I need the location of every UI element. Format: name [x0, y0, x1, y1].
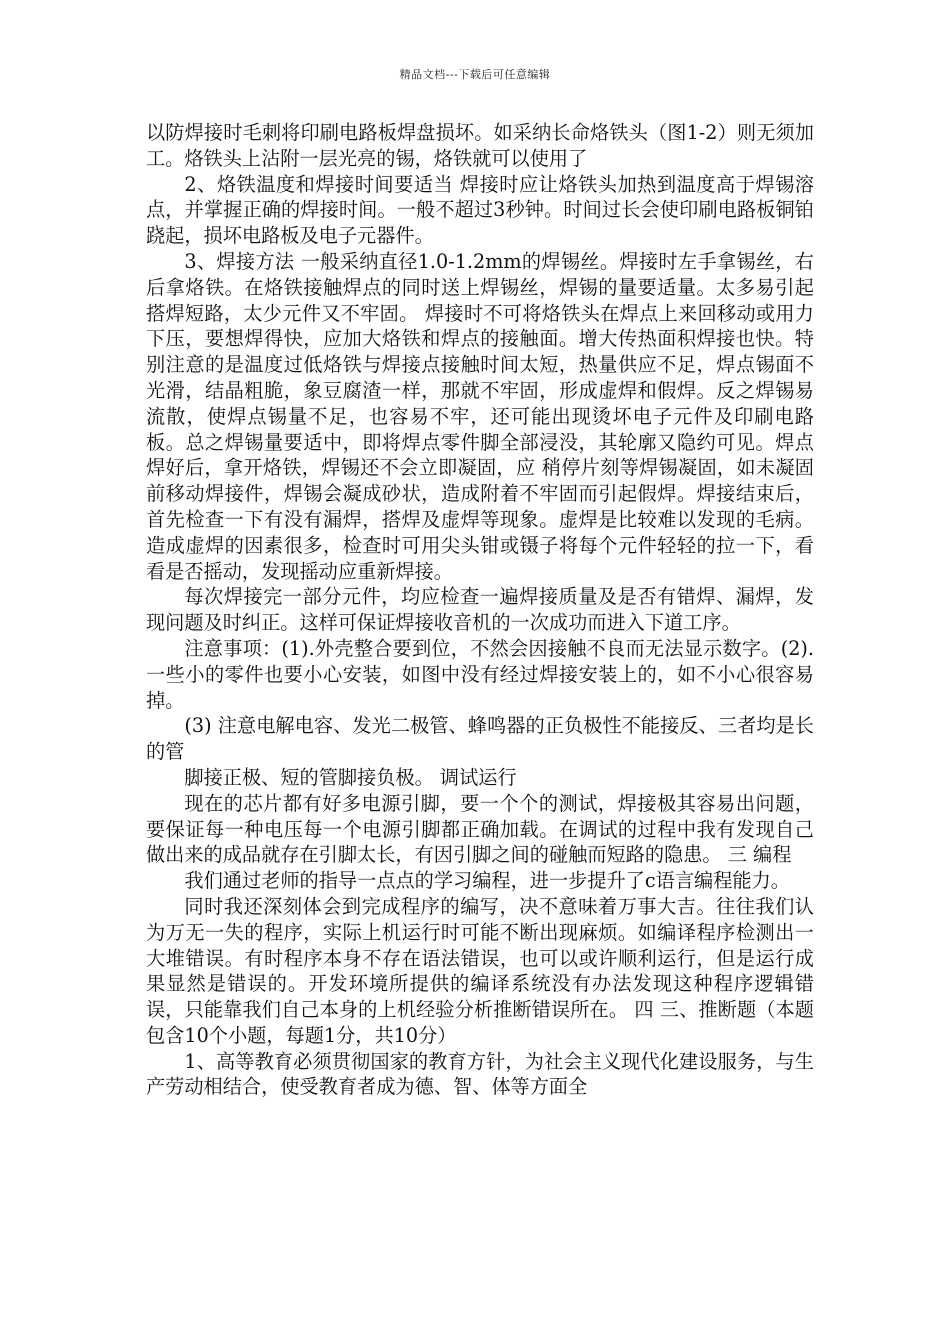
page-header: 精品文档---下载后可任意编辑	[399, 68, 551, 81]
paragraph-7: 脚接正极、短的管脚接负极。 调试运行	[184, 765, 517, 789]
paragraph-10: 同时我还深刻体会到完成程序的编写，决不意味着万事大吉。往往我们认为万无一失的程序，实际上机运行时可能不断出现麻烦。如编译程序检测出一大堆错误。有时程序本身不存在语法错误，也可以或许顺利运行，但是运行成果显然是错误的。开发环境所提供的编译系统没有办法发现这种程序逻辑错误，只能靠我们自己本身的上机经验分析推断错误所在。 四 三、推断题（本题包含10个小题，每题1分，共10分）	[146, 894, 814, 1047]
paragraph-9: 我们通过老师的指导一点点的学习编程，进一步提升了c语言编程能力。	[184, 869, 790, 893]
paragraph-6: (3) 注意电解电容、发光二极管、蜂鸣器的正负极性不能接反、三者均是长的管	[146, 714, 814, 764]
paragraph-11: 1、高等教育必须贯彻国家的教育方针，为社会主义现代化建设服务，与生产劳动相结合，使受教育者成为德、智、体等方面全	[146, 1049, 814, 1099]
document-body	[146, 120, 814, 1100]
paragraph-8: 现在的芯片都有好多电源引脚，要一个个的测试，焊接极其容易出问题，要保证每一种电压每一个电源引脚都正确加载。在调试的过程中我有发现自己做出来的成品就存在引脚太长，有因引脚之间的碰触而短路的隐患。 三 编程	[146, 791, 814, 867]
paragraph-3: 3、焊接方法 一般采纳直径1.0-1.2mm的焊锡丝。焊接时左手拿锡丝，右后拿烙铁。在烙铁接触焊点的同时送上焊锡丝，焊锡的量要适量。太多易引起搭焊短路，太少元件又不牢固。 焊接时不可将烙铁头在焊点上来回移动或用力下压，要想焊得快，应加大烙铁和焊点的接触面。增大传热面积焊接也快。特别注意的是温度过低烙铁与焊接点接触时间太短，热量供应不足，焊点锡面不光滑，结晶粗脆，象豆腐渣一样，那就不牢固，形成虚焊和假焊。反之焊锡易流散，使焊点锡量不足，也容易不牢，还可能出现烫坏电子元件及印刷电路板。总之焊锡量要适中，即将焊点零件脚全部浸没，其轮廓又隐约可见。焊点焊好后，拿开烙铁，焊锡还不会立即凝固，应 稍停片刻等焊锡凝固，如未凝固前移动焊接件，焊锡会凝成砂状，造成附着不牢固而引起假焊。焊接结束后，首先检查一下有没有漏焊，搭焊及虚焊等现象。虚焊是比较难以发现的毛病。造成虚焊的因素很多，检查时可用尖头钳或镊子将每个元件轻轻的拉一下，看看是否摇动，发现摇动应重新焊接。	[146, 249, 814, 583]
paragraph-2: 2、烙铁温度和焊接时间要适当 焊接时应让烙铁头加热到温度高于焊锡溶点，并掌握正确的焊接时间。一般不超过3秒钟。时间过长会使印刷电路板铜铂跷起，损坏电路板及电子元器件。	[146, 172, 814, 248]
paragraph-1: 以防焊接时毛刺将印刷电路板焊盘损坏。如采纳长命烙铁头（图1-2）则无须加工。烙铁头上沾附一层光亮的锡，烙铁就可以使用了	[146, 121, 814, 170]
paragraph-4: 每次焊接完一部分元件，均应检查一遍焊接质量及是否有错焊、漏焊，发现问题及时纠正。这样可保证焊接收音机的一次成功而进入下道工序。	[146, 585, 814, 635]
paragraph-5: 注意事项：(1).外壳整合要到位，不然会因接触不良而无法显示数字。(2).一些小的零件也要小心安装，如图中没有经过焊接安装上的，如不小心很容易掉。	[146, 636, 814, 712]
